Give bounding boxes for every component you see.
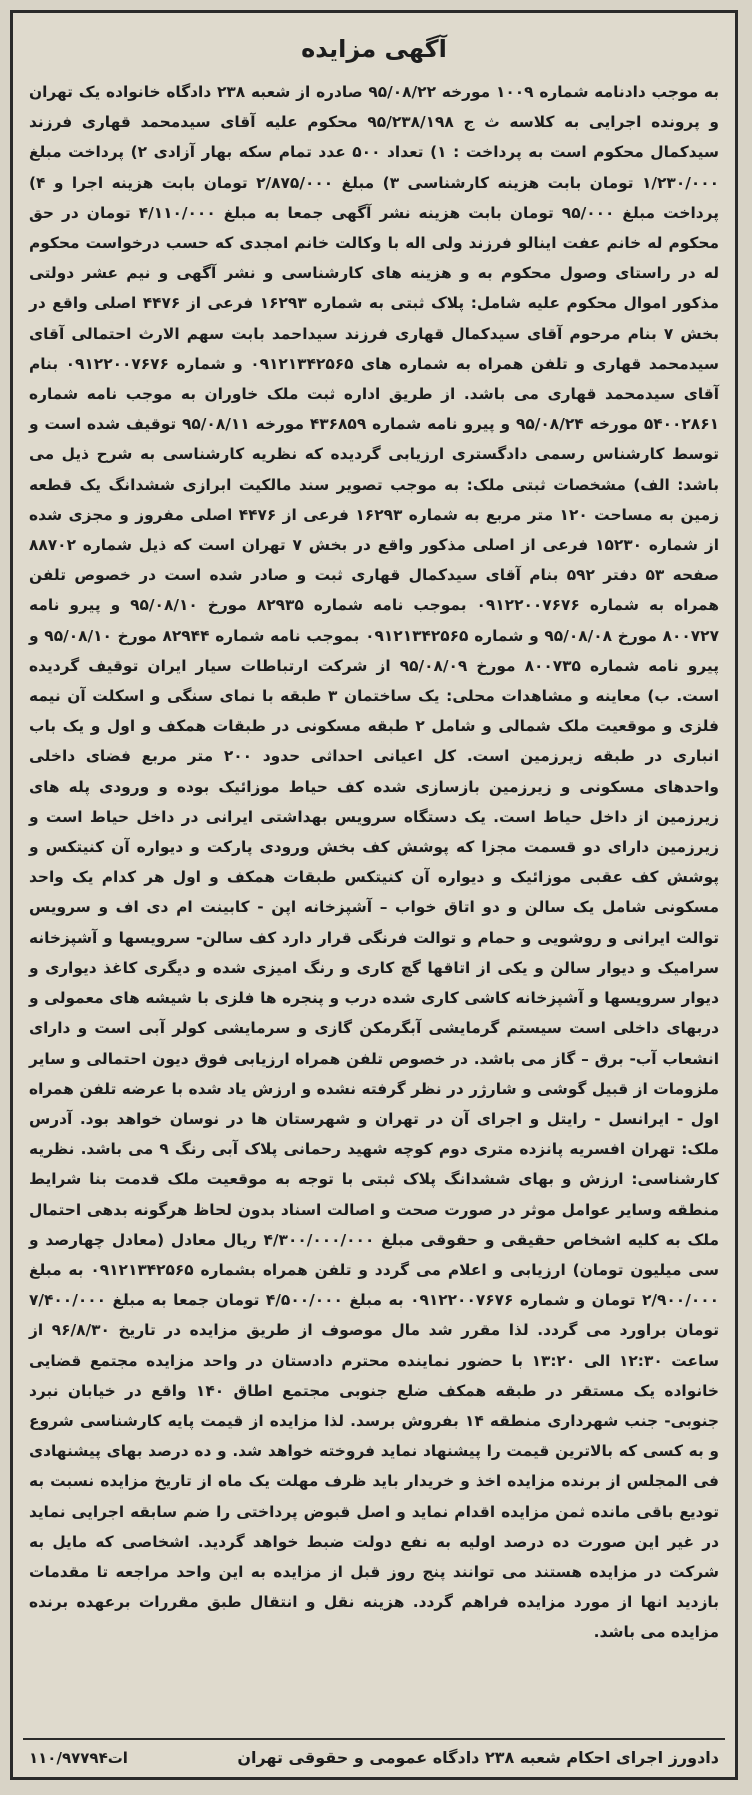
auction-notice	[10, 10, 738, 1780]
notice-code: ۱۱۰/۹۷۷۹۴ات	[29, 1748, 128, 1767]
notice-title: آگهی مزایده	[301, 35, 447, 63]
notice-body: به موجب دادنامه شماره ۱۰۰۹ مورخه ۹۵/۰۸/۲۲ صادره از شعبه ۲۳۸ دادگاه خانواده یک تهران و پرونده اجرایی به کلاسه ث ج ۹۵/۲۳۸/۱۹۸ محکوم علیه آقای سیدمحمد قهاری فرزند سیدکمال محکوم است به پرداخت : ۱) تعداد ۵۰۰ عدد تمام سکه بهار آزادی ۲) پرداخت مبلغ ۱/۲۳۰/۰۰۰ تومان بابت هزینه کارشناسی ۳) مبلغ ۲/۸۷۵/۰۰۰ تومان بابت هزینه اجرا و ۴) پرداخت مبلغ ۹۵/۰۰۰ تومان بابت هزینه نشر آگهی جمعا به مبلغ ۴/۱۱۰/۰۰۰ تومان در حق محکوم له خانم عفت اینالو فرزند ولی اله با وکالت خانم امجدی که حسب درخواست محکوم له در راستای وصول محکوم به و هزینه های کارشناسی و نشر آگهی و نیم عشر دولتی مذکور اموال محکوم علیه شامل: پلاک ثبتی به شماره ۱۶۲۹۳ فرعی از ۴۴۷۶ اصلی واقع در بخش ۷ بنام مرحوم آقای سیدکمال قهاری فرزند سیداحمد بابت سهم الارث احتمالی آقای سیدمحمد قهاری و تلفن همراه به شماره های ۰۹۱۲۱۳۴۲۵۶۵ و شماره ۰۹۱۲۲۰۰۷۶۷۶ بنام آقای سیدمحمد قهاری می باشد. از طریق اداره ثبت ملک خاوران به موجب نامه شماره ۵۴۰۰۲۸۶۱ مورخه ۹۵/۰۸/۲۴ و پیرو نامه شماره ۴۳۶۸۵۹ مورخه ۹۵/۰۸/۱۱ توقیف شده است و توسط کارشناس رسمی دادگستری ارزیابی گردیده که نظریه کارشناسی به شرح ذیل می باشد: الف) مشخصات ثبتی ملک: به موجب تصویر سند مالکیت ابرازی ششدانگ یک قطعه زمین به مساحت ۱۲۰ متر مربع به شماره ۱۶۲۹۳ فرعی از ۴۴۷۶ اصلی مفروز و مجزی شده از شماره ۱۵۲۳۰ فرعی از اصلی مذکور واقع در بخش ۷ تهران است که ذیل شماره ۸۸۷۰۲ صفحه ۵۳ دفتر ۵۹۲ بنام آقای سیدکمال قهاری ثبت و صادر شده است در خصوص تلفن همراه به شماره ۰۹۱۲۲۰۰۷۶۷۶ بموجب نامه شماره ۸۲۹۳۵ مورخ ۹۵/۰۸/۱۰ و پیرو نامه ۸۰۰۷۲۷ مورخ ۹۵/۰۸/۰۸ و شماره ۰۹۱۲۱۳۴۲۵۶۵ بموجب نامه شماره ۸۲۹۴۴ مورخ ۹۵/۰۸/۱۰ و پیرو نامه شماره ۸۰۰۷۳۵ مورخ ۹۵/۰۸/۰۹ از شرکت ارتباطات سیار ایران توقیف گردیده است. ب) معاینه و مشاهدات محلی: یک ساختمان ۳ طبقه با نمای سنگی و اسکلت آن نیمه فلزی و موقعیت ملک شمالی و شامل ۲ طبقه مسکونی در طبقات همکف و اول و یک باب انباری در طبقه زیرزمین است. کل اعیانی احداثی حدود ۲۰۰ متر مربع فضای داخلی واحدهای مسکونی و زیرزمین بازسازی شده کف حیاط موزائیک بوده و ورودی پله های زیرزمین از داخل حیاط است. یک دستگاه سرویس بهداشتی ایرانی در داخل حیاط است و زیرزمین دارای دو قسمت مجزا که پوشش کف بخش ورودی پارکت و دیواره آن کنیتکس و پوشش کف عقبی موزائیک و دیواره آن کنیتکس طبقات همکف و اول هر کدام یک واحد مسکونی شامل یک سالن و دو اتاق خواب – آشپزخانه اپن - کابینت ام دی اف و سرویس توالت ایرانی و روشویی و حمام و توالت فرنگی قرار دارد کف سالن- سرویسها و آشپزخانه سرامیک و دیوار سالن و یکی از اتاقها گچ کاری و رنگ امیزی شده و دیگری کاغذ دیواری و دیوار سرویسها و آشپزخانه کاشی کاری شده درب و پنجره ها فلزی با شیشه های معمولی و دربهای داخلی است سیستم گرمایشی آبگرمکن گازی و سرمایشی کولر آبی است و دارای انشعاب آب- برق – گاز می باشد. در خصوص تلفن همراه ارزیابی فوق دیون احتمالی و سایر ملزومات از قبیل گوشی و شارژر در نظر گرفته نشده و ارزش یاد شده با عرضه تلفن همراه اول - ایرانسل - رایتل و اجرای آن در تهران و شهرستان ها در نوسان خواهد بود. آدرس ملک: تهران افسریه پانزده متری دوم کوچه شهید رحمانی پلاک آبی رنگ ۹ می باشد. نظریه کارشناسی: ارزش و بهای ششدانگ پلاک ثبتی با توجه به موقعیت ملک قدمت بنا شرایط منطقه وسایر عوامل موثر در صورت صحت و اصالت اسناد بدون لحاظ هرگونه بدهی احتمال ملک به کلیه اشخاص حقیقی و حقوقی مبلغ ۴/۳۰۰/۰۰۰/۰۰۰ ریال معادل (معادل چهارصد و سی میلیون تومان) ارزیابی و اعلام می گردد و تلفن همراه بشماره ۰۹۱۲۱۳۴۲۵۶۵ به مبلغ ۲/۹۰۰/۰۰۰ تومان و شماره ۰۹۱۲۲۰۰۷۶۷۶ به مبلغ ۴/۵۰۰/۰۰۰ تومان جمعا به مبلغ ۷/۴۰۰/۰۰۰ تومان براورد می گردد. لذا مقرر شد مال موصوف از طریق مزایده در تاریخ ۹۶/۸/۳۰ از ساعت ۱۲:۳۰ الی ۱۳:۲۰ با حضور نماینده محترم دادستان در واحد مزایده مجتمع قضایی خانواده یک مستقر در طبقه همکف ضلع جنوبی مجتمع اطاق ۱۴۰ واقع در خیابان نبرد جنوبی- جنب شهرداری منطقه ۱۴ بفروش برسد. لذا مزایده از قیمت پایه کارشناسی شروع و به کسی که بالاترین قیمت را پیشنهاد نماید فروخته خواهد شد. و ده درصد بهای پیشنهادی فی المجلس از برنده مزایده اخذ و خریدار باید ظرف مهلت یک ماه از تاریخ مزایده نسبت به تودیع باقی مانده ثمن مزایده اقدام نماید و اصل قبوض پرداختی را ضم سابقه اجرایی نماید در غیر این صورت ده درصد اولیه به نفع دولت ضبط خواهد گردید. اشخاصی که مایل به شرکت در مزایده هستند می توانند پنج روز قبل از مزایده به این واحد مراجعه تا مقدمات بازدید انها از مورد مزایده فراهم گردد. هزینه نقل و انتقال طبق مقررات برعهده برنده مزایده می باشد.	[29, 83, 720, 1642]
notice-signature: دادورز اجرای احکام شعبه ۲۳۸ دادگاه عمومی و حقوقی تهران	[237, 1748, 719, 1767]
notice-footer	[23, 1738, 725, 1777]
